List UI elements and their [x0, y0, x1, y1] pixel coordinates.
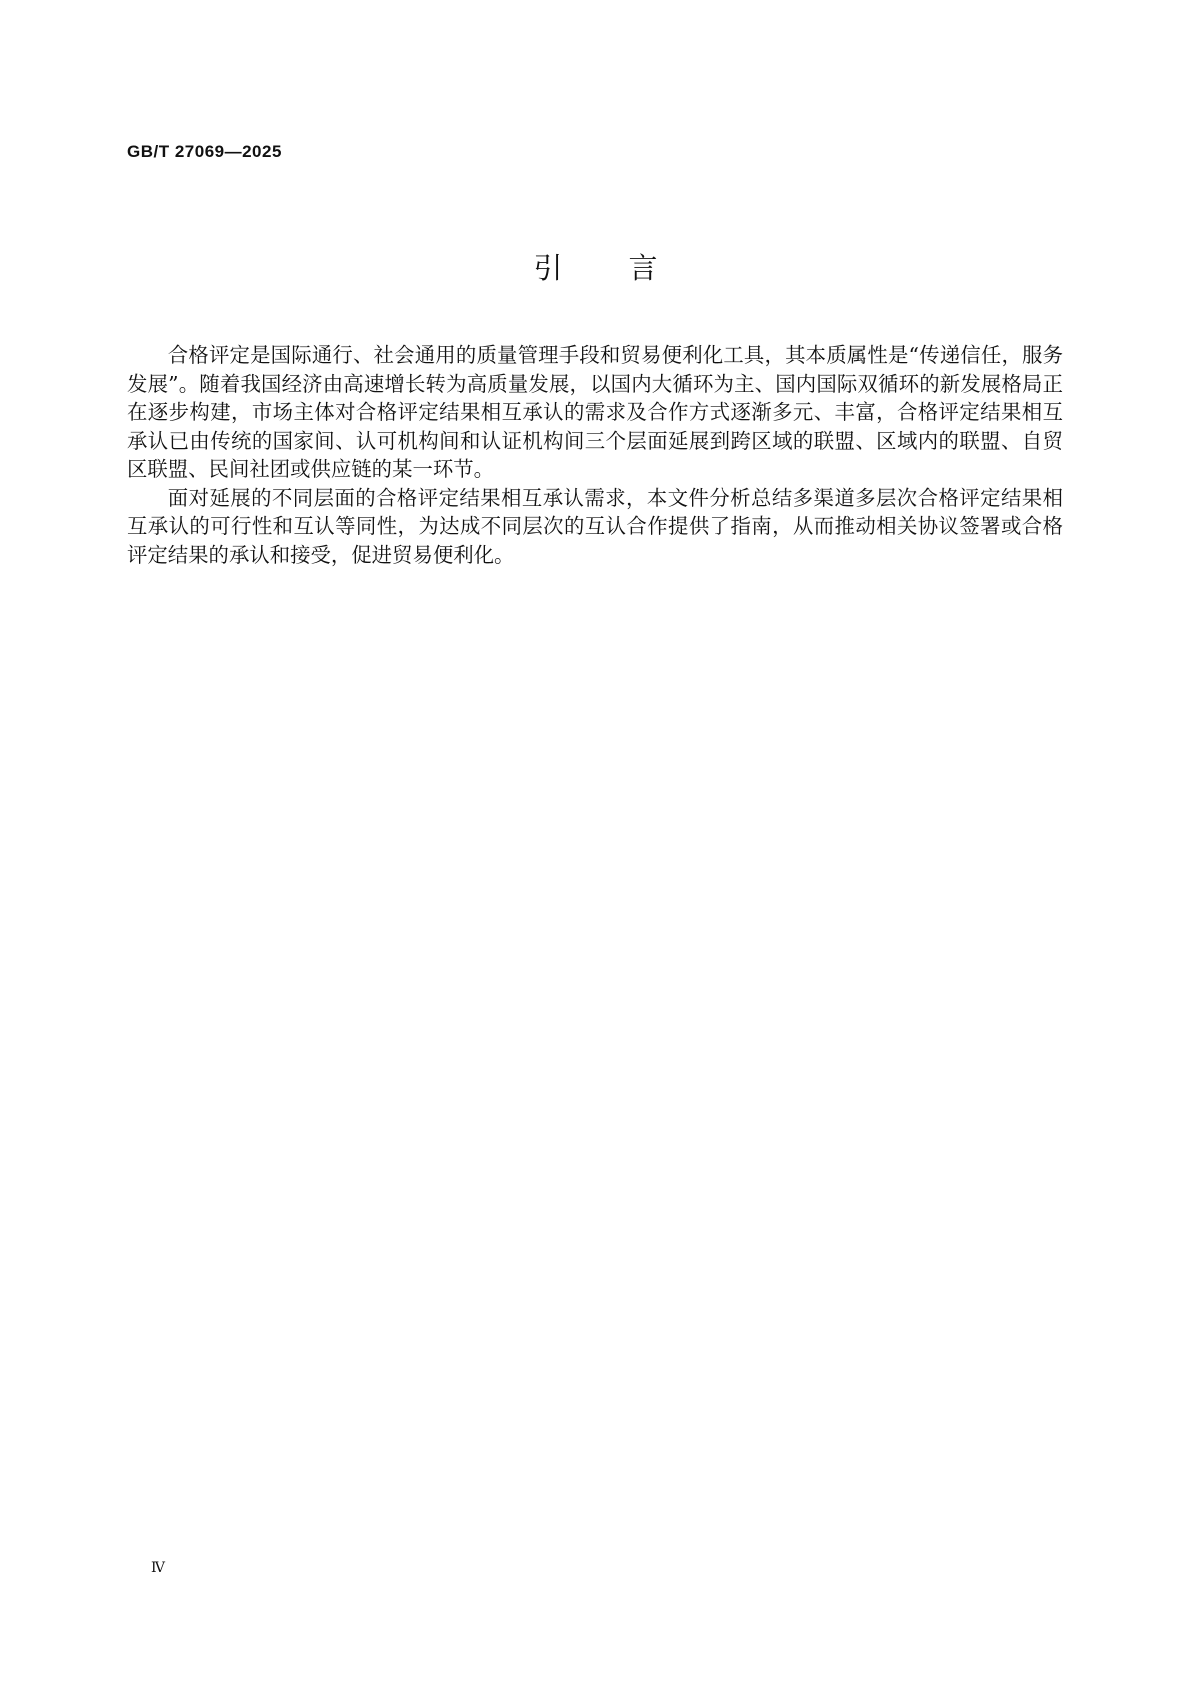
section-title: 引言	[533, 251, 724, 285]
paragraph: 面对延展的不同层面的合格评定结果相互承认需求，本文件分析总结多渠道多层次合格评定结果相互承认的可行性和互认等同性，为达成不同层次的互认合作提供了指南，从而推动相关协议签署或合格评定结果的承认和接受，促进贸易便利化。	[127, 485, 1063, 567]
paragraph: 合格评定是国际通行、社会通用的质量管理手段和贸易便利化工具，其本质属性是“传递信任，服务发展”。随着我国经济由高速增长转为高质量发展，以国内大循环为主、国内国际双循环的新发展格局正在逐步构建，市场主体对合格评定结果相互承认的需求及合作方式逐渐多元、丰富，合格评定结果相互承认已由传统的国家间、认可机构间和认证机构间三个层面延展到跨区域的联盟、区域内的联盟、自贸区联盟、民间社团或供应链的某一环节。	[127, 343, 1063, 481]
body-text	[127, 341, 1063, 569]
page-number: Ⅳ	[151, 1561, 165, 1576]
standard-number: GB/T 27069—2025	[127, 142, 282, 161]
